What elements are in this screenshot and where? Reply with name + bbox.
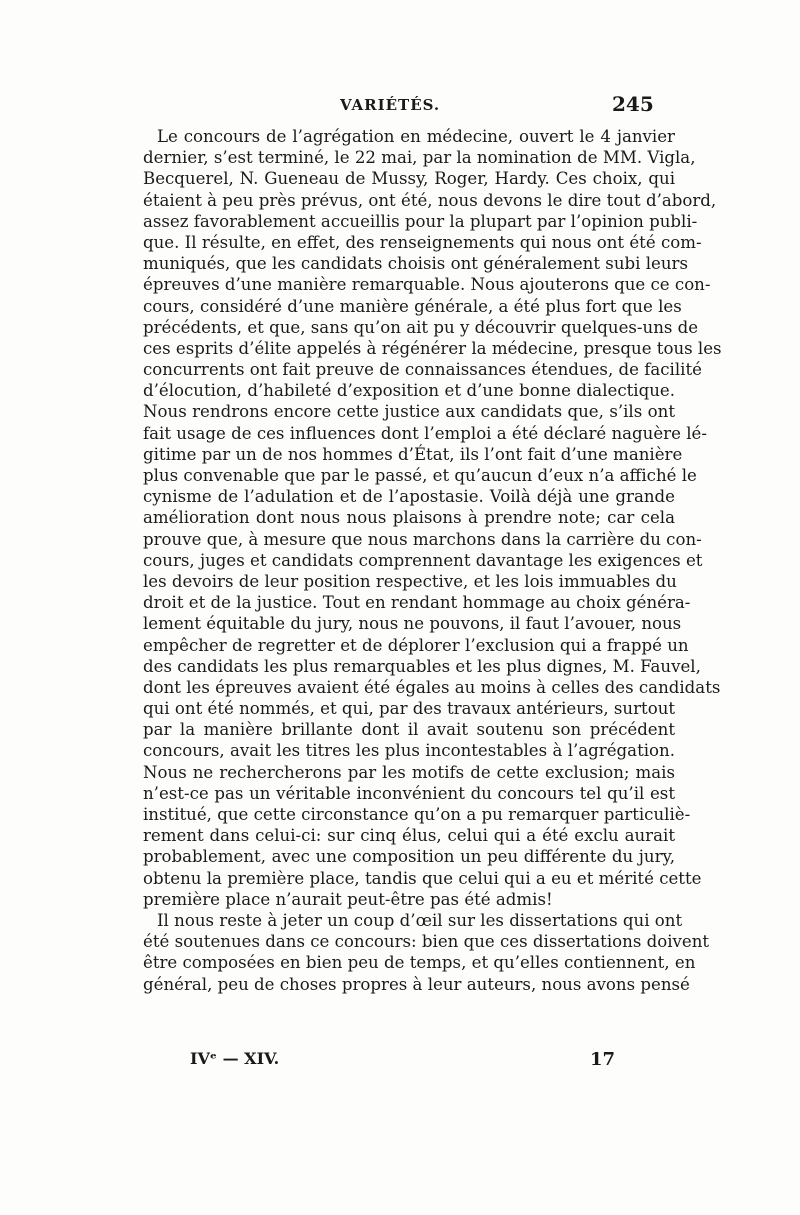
text-line: Le concours de l’agrégation en médecine, ouvert le 4 janvier: [157, 127, 675, 146]
text-line: obtenu la première place, tandis que celui qui a eu et mérité cette: [143, 868, 702, 888]
text-line: probablement, avec une composition un peu différente du jury,: [143, 847, 675, 867]
page-number: 245: [612, 92, 654, 116]
text-line: qui ont été nommés, et qui, par des travaux antérieurs, surtout: [143, 699, 676, 719]
text-line: cours, juges et candidats comprennent davantage les exigences et: [143, 550, 703, 570]
text-line: plus convenable que par le passé, et qu’aucun d’eux n’a affiché le: [143, 466, 697, 485]
text-line: empêcher de regretter et de déplorer l’exclusion qui a frappé un: [143, 635, 689, 655]
page-footer: [0, 1049, 800, 1073]
text-line: dernier, s’est terminé, le 22 mai, par la nomination de MM. Vigla,: [143, 148, 696, 168]
text-line: institué, que cette circonstance qu’on a pu remarquer particuliè-: [143, 805, 691, 824]
text-line: lement équitable du jury, nous ne pouvons, il faut l’avouer, nous: [143, 614, 682, 634]
text-line: épreuves d’une manière remarquable. Nous ajouterons que ce con-: [143, 275, 711, 295]
text-line: être composées en bien peu de temps, et qu’elles contiennent, en: [143, 953, 696, 973]
text-line: gitime par un de nos hommes d’État, ils l’ont fait d’une manière: [143, 444, 683, 464]
text-line: général, peu de choses propres à leur auteurs, nous avons pensé: [143, 974, 690, 994]
text-line: Il nous reste à jeter un coup d’œil sur les dissertations qui ont: [157, 910, 683, 930]
text-line: ces esprits d’élite appelés à régénérer la médecine, presque tous les: [143, 338, 722, 358]
running-head: [0, 92, 800, 120]
text-line: dont les épreuves avaient été égales au moins à celles des candidats: [143, 677, 721, 697]
text-line: étaient à peu près prévus, ont été, nous devons le dire tout d’abord,: [143, 190, 717, 210]
text-line: d’élocution, d’habileté d’exposition et d’une bonne dialectique.: [143, 381, 675, 401]
text-line: Becquerel, N. Gueneau de Mussy, Roger, Hardy. Ces choix, qui: [143, 169, 675, 189]
sheet-number: 17: [590, 1049, 616, 1070]
text-line: été soutenues dans ce concours: bien que ces dissertations doivent: [143, 932, 710, 952]
running-title: VARIÉTÉS.: [340, 96, 441, 114]
text-line: que. Il résulte, en effet, des renseignements qui nous ont été com-: [143, 232, 702, 252]
text-line: cours, considéré d’une manière générale, a été plus fort que les: [143, 296, 682, 316]
text-line: des candidats les plus remarquables et les plus dignes, M. Fauvel,: [143, 656, 701, 676]
text-line: concurrents ont fait preuve de connaissances étendues, de facilité: [143, 360, 702, 380]
text-line: précédents, et que, sans qu’on ait pu y découvrir quelques-uns de: [143, 317, 699, 337]
signature-mark: IVᵉ — XIV.: [190, 1049, 280, 1068]
text-line: par la manière brillante dont il avait soutenu son précédent: [143, 720, 675, 740]
text-line: amélioration dont nous nous plaisons à prendre note; car cela: [143, 508, 675, 528]
text-line: les devoirs de leur position respective, et les lois immuables du: [143, 571, 677, 591]
text-line: droit et de la justice. Tout en rendant hommage au choix généra-: [143, 593, 691, 613]
text-line: Nous ne rechercherons par les motifs de cette exclusion; mais: [143, 762, 675, 782]
text-line: première place n’aurait peut-être pas été admis!: [143, 889, 553, 909]
body-text: [143, 126, 722, 995]
text-line: fait usage de ces influences dont l’emploi a été déclaré naguère lé-: [143, 423, 707, 443]
text-line: assez favorablement accueillis pour la plupart par l’opinion publi-: [143, 211, 698, 231]
text-line: concours, avait les titres les plus incontestables à l’agrégation.: [143, 741, 675, 761]
text-line: prouve que, à mesure que nous marchons dans la carrière du con-: [143, 529, 702, 549]
text-line: rement dans celui-ci: sur cinq élus, celui qui a été exclu aurait: [143, 826, 675, 846]
text-line: cynisme de l’adulation et de l’apostasie. Voilà déjà une grande: [143, 487, 675, 507]
text-line: n’est-ce pas un véritable inconvénient du concours tel qu’il est: [143, 783, 675, 803]
text-line: muniqués, que les candidats choisis ont généralement subi leurs: [143, 254, 688, 274]
text-line: Nous rendrons encore cette justice aux candidats que, s’ils ont: [143, 402, 675, 422]
